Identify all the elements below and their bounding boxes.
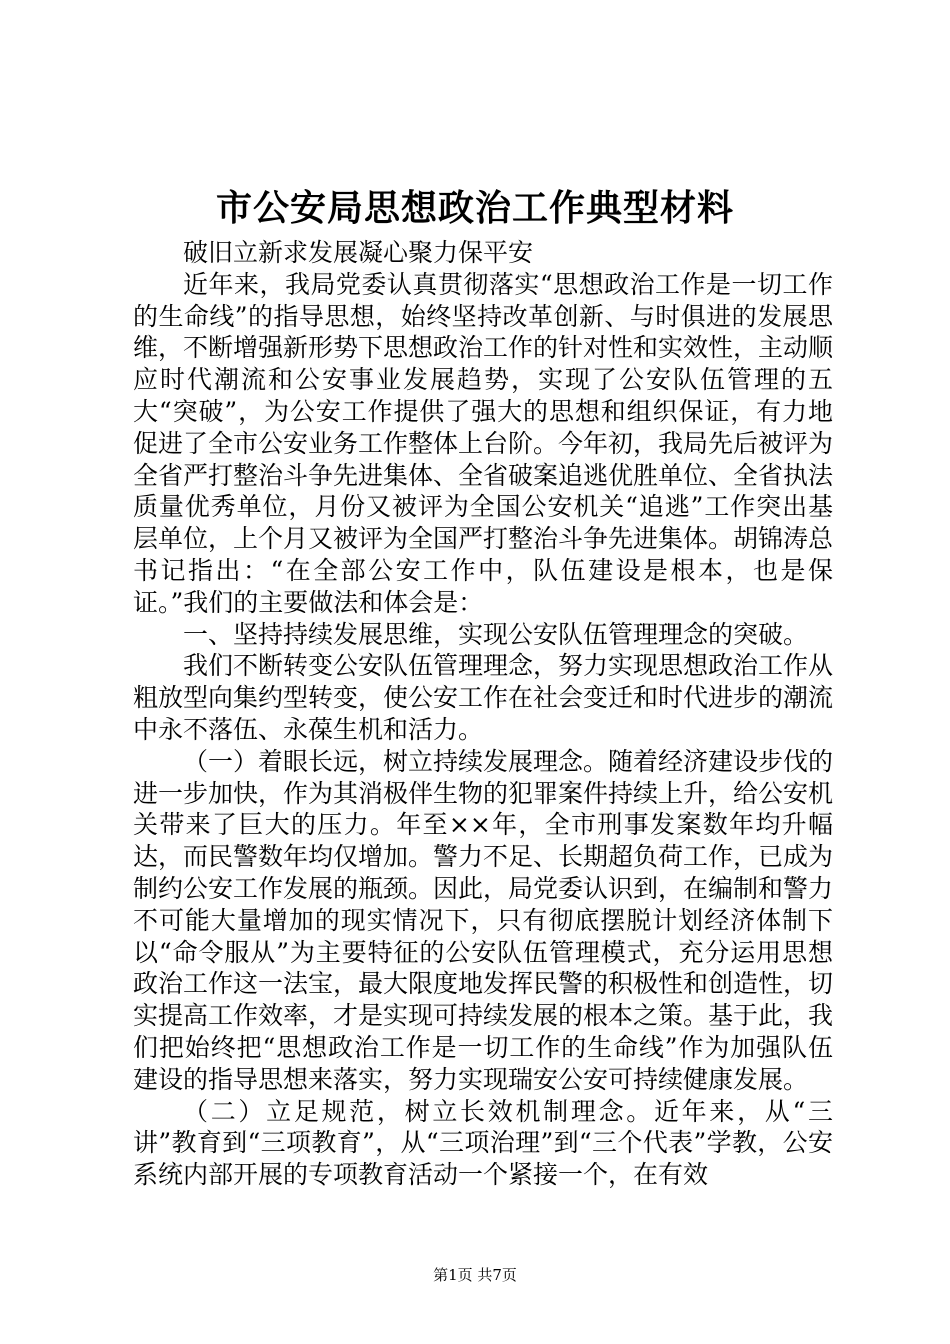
body-paragraph: （二）立足规范，树立长效机制理念。近年来，从“三讲”教育到“三项教育”，从“三项治理”到“三个代表”学教，公安系统内部开展的专项教育活动一个紧接一个，在有效 bbox=[133, 1096, 833, 1190]
body-paragraph: 我们不断转变公安队伍管理理念，努力实现思想政治工作从粗放型向集约型转变，使公安工作在社会变迁和时代进步的潮流中永不落伍、永葆生机和活力。 bbox=[133, 651, 834, 744]
body-paragraph: （一）着眼长远，树立持续发展理念。随着经济建设步伐的进一步加快，作为其消极伴生物的犯罪案件持续上升，给公安机关带来了巨大的压力。年至××年，全市刑事发案数年均升幅达，而民警数年均仅增加。警力不足、长期超负荷工作，已成为制约公安工作发展的瓶颈。因此，局党委认识到，在编制和警力不可能大量增加的现实情况下，只有彻底摆脱计划经济体制下以“命令服从”为主要特征的公安队伍管理模式，充分运用思想政治工作这一法宝，最大限度地发挥民警的积极性和创造性，切实提高工作效率，才是实现可持续发展的根本之策。基于此，我们把始终把“思想政治工作是一切工作的生命线”作为加强队伍建设的指导思想来落实，努力实现瑞安公安可持续健康发展。 bbox=[133, 746, 834, 1094]
section-heading: 一、坚持持续发展思维，实现公安队伍管理理念的突破。 bbox=[183, 619, 809, 649]
document-title: 市公安局思想政治工作典型材料 bbox=[215, 187, 734, 229]
body-paragraph: 近年来，我局党委认真贯彻落实“思想政治工作是一切工作的生命线”的指导思想，始终坚持改革创新、与时俱进的发展思维，不断增强新形势下思想政治工作的针对性和实效性，主动顺应时代潮流和公安事业发展趋势，实现了公安队伍管理的五大“突破”，为公安工作提供了强大的思想和组织保证，有力地促进了全市公安业务工作整体上台阶。今年初，我局先后被评为全省严打整治斗争先进集体、全省破案追逃优胜单位、全省执法质量优秀单位，月份又被评为全国公安机关“追逃”工作突出基层单位，上个月又被评为全国严打整治斗争先进集体。胡锦涛总书记指出：“在全部公安工作中，队伍建设是根本，也是保证。”我们的主要做法和体会是： bbox=[133, 269, 834, 617]
document-body bbox=[133, 237, 833, 1191]
page-number-footer: 第1页 共7页 bbox=[433, 1266, 517, 1284]
subtitle-paragraph: 破旧立新求发展凝心聚力保平安 bbox=[183, 238, 534, 267]
